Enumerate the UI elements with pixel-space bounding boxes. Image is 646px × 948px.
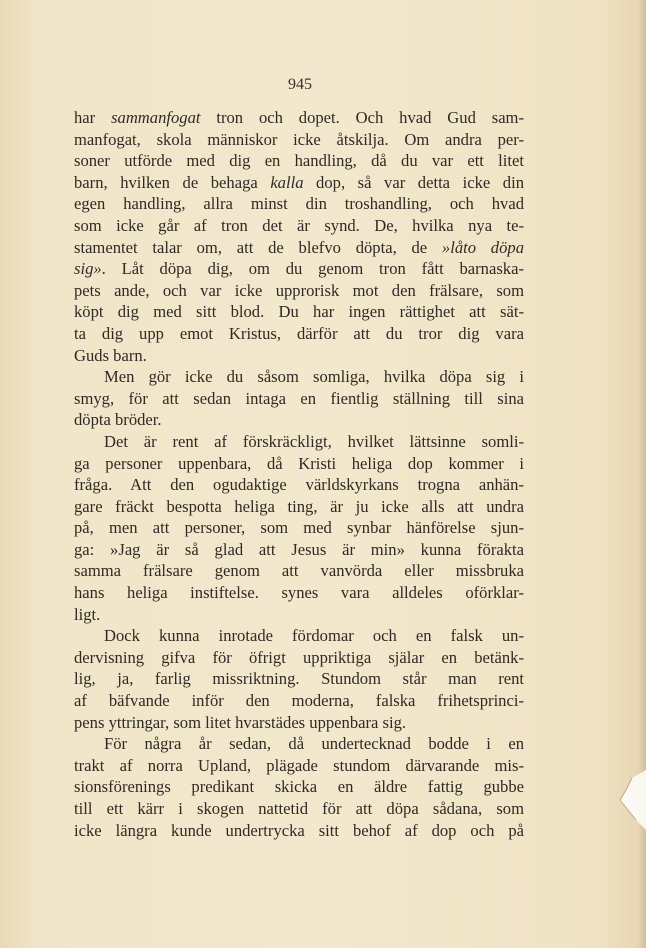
text-line [74, 129, 524, 151]
text-span: gare fräckt bespotta heliga ting, är ju icke alls att undra [74, 496, 524, 516]
text-span: Dock kunna inrotade fördomar och en falsk un- [104, 626, 524, 646]
text-span: soner utförde med dig en handling, då du var ett litet [74, 151, 524, 171]
text-line [74, 237, 524, 259]
text-span: stamentet talar om, att de blefvo döpta, de [74, 237, 442, 257]
text-line [74, 798, 524, 820]
text-line [74, 215, 524, 237]
emphasized-text: »låto döpa [441, 237, 524, 257]
text-line [74, 453, 524, 475]
text-span: hans heliga instiftelse. synes vara alldeles oförklar- [74, 583, 524, 603]
text-span: För några år sedan, då undertecknad bodde i en [104, 734, 524, 754]
text-line [74, 690, 524, 712]
text-line [74, 668, 524, 690]
text-line [74, 755, 524, 777]
text-line [74, 712, 524, 734]
text-span: dervisning gifva för öfrigt uppriktiga själar en betänk- [74, 647, 524, 667]
text-line [74, 431, 524, 453]
text-span: tron och dopet. Och hvad Gud sam- [200, 108, 524, 127]
text-span: dop, så var detta icke din [303, 172, 525, 192]
emphasized-text: kalla [270, 172, 304, 192]
torn-paper-corner [612, 770, 646, 830]
text-line [74, 172, 524, 194]
text-line [74, 280, 524, 302]
text-span: har [74, 108, 112, 127]
text-span: egen handling, allra minst din troshandling, och hvad [74, 194, 524, 214]
text-line [74, 193, 524, 215]
text-line [74, 582, 524, 604]
text-line [74, 388, 524, 410]
text-line [74, 366, 524, 388]
text-span: köpt dig med sitt blod. Du har ingen rättighet att sät- [74, 302, 524, 322]
text-span: döpta bröder. [74, 410, 162, 430]
text-line [74, 409, 524, 431]
text-span: Guds barn. [74, 345, 147, 365]
text-span: som icke går af tron det är synd. De, hvilka nya te- [74, 215, 524, 235]
text-line [74, 150, 524, 172]
text-span: pens yttringar, som litet hvarstädes uppenbara sig. [74, 712, 407, 732]
text-span: ga: »Jag är så glad att Jesus är min» kunna förakta [74, 539, 524, 559]
page-number: 945 [288, 76, 312, 93]
text-span: barn, hvilken de behaga [74, 172, 271, 192]
text-line [74, 560, 524, 582]
emphasized-text: sammanfogat [111, 108, 201, 127]
text-span: till ett kärr i skogen nattetid för att döpa sådana, som [74, 799, 524, 818]
text-span: smyg, för att sedan intaga en fientlig ställning till sina [74, 388, 524, 408]
text-span: manfogat, skola människor icke åtskilja. Om andra per- [74, 129, 524, 149]
text-line [74, 301, 524, 323]
text-line [74, 733, 524, 755]
text-span: Det är rent af förskräckligt, hvilket lättsinne somli- [104, 431, 524, 451]
text-span: . Låt döpa dig, om du genom tron fått barnaska- [101, 259, 524, 279]
text-line [74, 107, 524, 129]
text-line [74, 496, 524, 518]
text-line [74, 539, 524, 561]
text-span: ga personer uppenbara, då Kristi heliga dop kommer i [74, 453, 524, 473]
text-span: Men gör icke du såsom somliga, hvilka döpa sig i [104, 367, 524, 387]
text-line [74, 474, 524, 496]
text-span: samma frälsare genom att vanvörda eller missbruka [74, 561, 524, 581]
text-span: icke längra kunde undertrycka sitt behof af dop och på [74, 820, 524, 840]
text-span: på, men att personer, som med synbar hänförelse sjun- [74, 518, 524, 538]
text-span: pets ande, och var icke upprorisk mot den frälsare, som [74, 280, 524, 300]
text-line [74, 776, 524, 798]
text-span: fråga. Att den ogudaktige världskyrkans trogna anhän- [74, 475, 524, 495]
emphasized-text: sig» [74, 259, 102, 279]
text-span: trakt af norra Upland, plägade stundom därvarande mis- [74, 755, 524, 775]
text-span: ta dig upp emot Kristus, därför att du tror dig vara [74, 323, 524, 343]
text-span: af bäfvande inför den moderna, falska frihetsprinci- [74, 691, 524, 711]
text-span: lig, ja, farlig missriktning. Stundom står man rent [74, 669, 524, 689]
body-text [74, 107, 524, 841]
text-line [74, 517, 524, 539]
text-line [74, 604, 524, 626]
text-line [74, 647, 524, 669]
text-line [74, 323, 524, 345]
text-span: ligt. [74, 604, 101, 624]
text-line [74, 345, 524, 367]
text-line [74, 820, 524, 842]
text-span: sionsförenings predikant skicka en äldre fattig gubbe [74, 777, 524, 797]
text-line [74, 625, 524, 647]
text-line [74, 258, 524, 280]
